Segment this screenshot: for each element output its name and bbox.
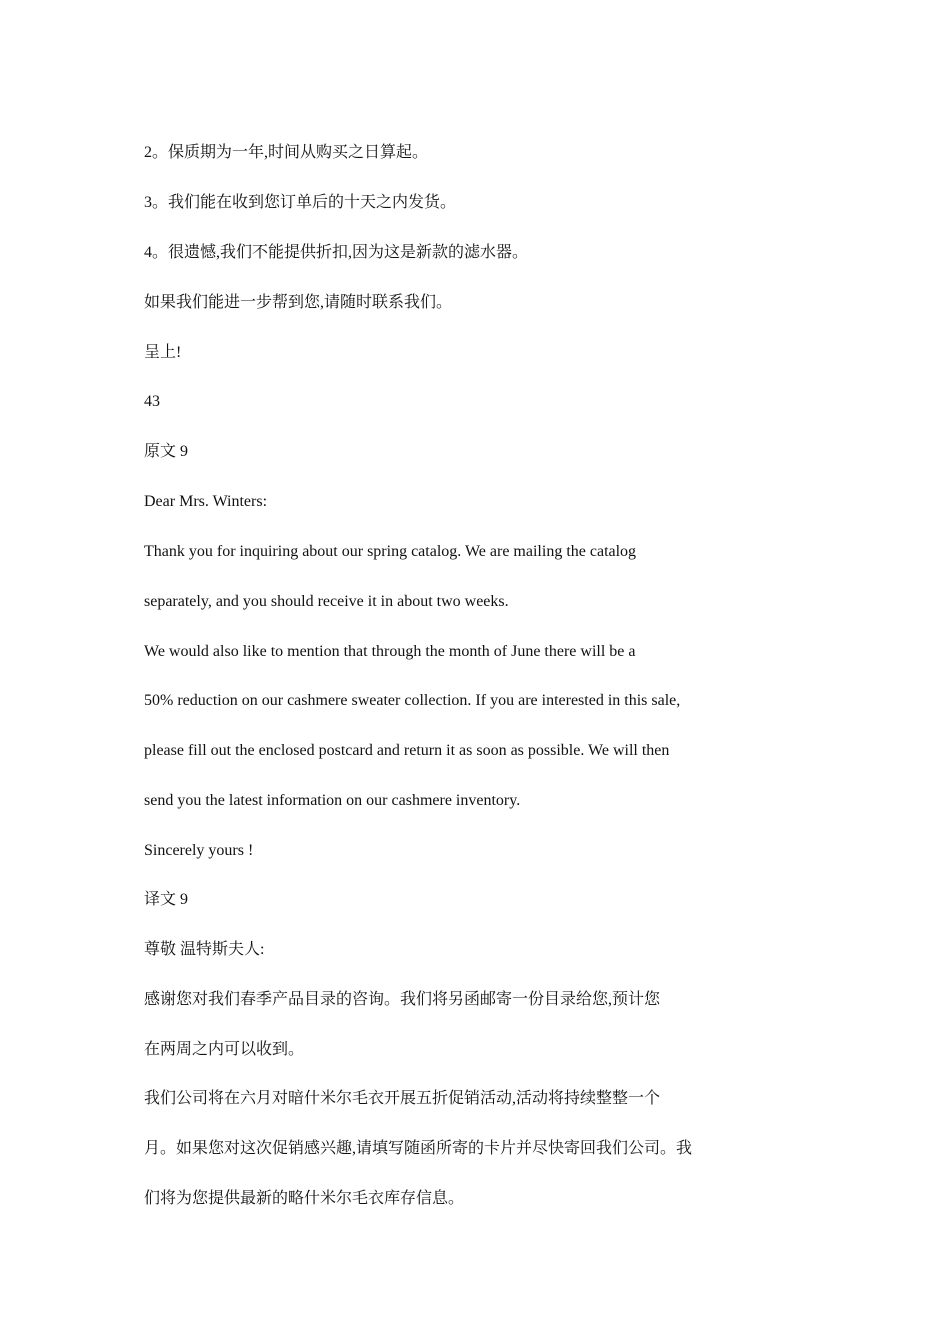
text-line: 50% reduction on our cashmere sweater collection. If you are interested in this sale, — [144, 692, 681, 709]
salutation: Dear Mrs. Winters: — [144, 493, 268, 510]
text-line: Thank you for inquiring about our spring catalog. We are mailing the catalog — [144, 543, 637, 560]
closing-line: Sincerely yours ! — [144, 842, 254, 859]
text-line: 感谢您对我们春季产品目录的咨询。我们将另函邮寄一份目录给您,预计您 — [144, 991, 661, 1008]
text-line: 2。保质期为一年,时间从购买之日算起。 — [144, 144, 429, 161]
text-line: 如果我们能进一步帮到您,请随时联系我们。 — [144, 294, 453, 311]
section-heading-original: 原文 9 — [144, 443, 189, 460]
closing-line: 呈上! — [144, 344, 182, 361]
text-line: 4。很遗憾,我们不能提供折扣,因为这是新款的滤水器。 — [144, 244, 529, 261]
text-line: 在两周之内可以收到。 — [144, 1041, 305, 1058]
text-line: please fill out the enclosed postcard and return it as soon as possible. We will then — [144, 742, 670, 759]
text-line: 月。如果您对这次促销感兴趣,请填写随函所寄的卡片并尽快寄回我们公司。我 — [144, 1140, 693, 1157]
text-line: separately, and you should receive it in about two weeks. — [144, 593, 509, 610]
page-number: 43 — [144, 393, 160, 410]
section-heading-translation: 译文 9 — [144, 891, 189, 908]
text-line: 我们公司将在六月对暗什米尔毛衣开展五折促销活动,活动将持续整整一个 — [144, 1090, 661, 1107]
salutation: 尊敬 温特斯夫人: — [144, 941, 265, 958]
text-line: send you the latest information on our cashmere inventory. — [144, 792, 521, 809]
text-line: We would also like to mention that through the month of June there will be a — [144, 643, 636, 660]
text-line: 3。我们能在收到您订单后的十天之内发货。 — [144, 194, 457, 211]
text-line: 们将为您提供最新的略什米尔毛衣库存信息。 — [144, 1190, 465, 1207]
